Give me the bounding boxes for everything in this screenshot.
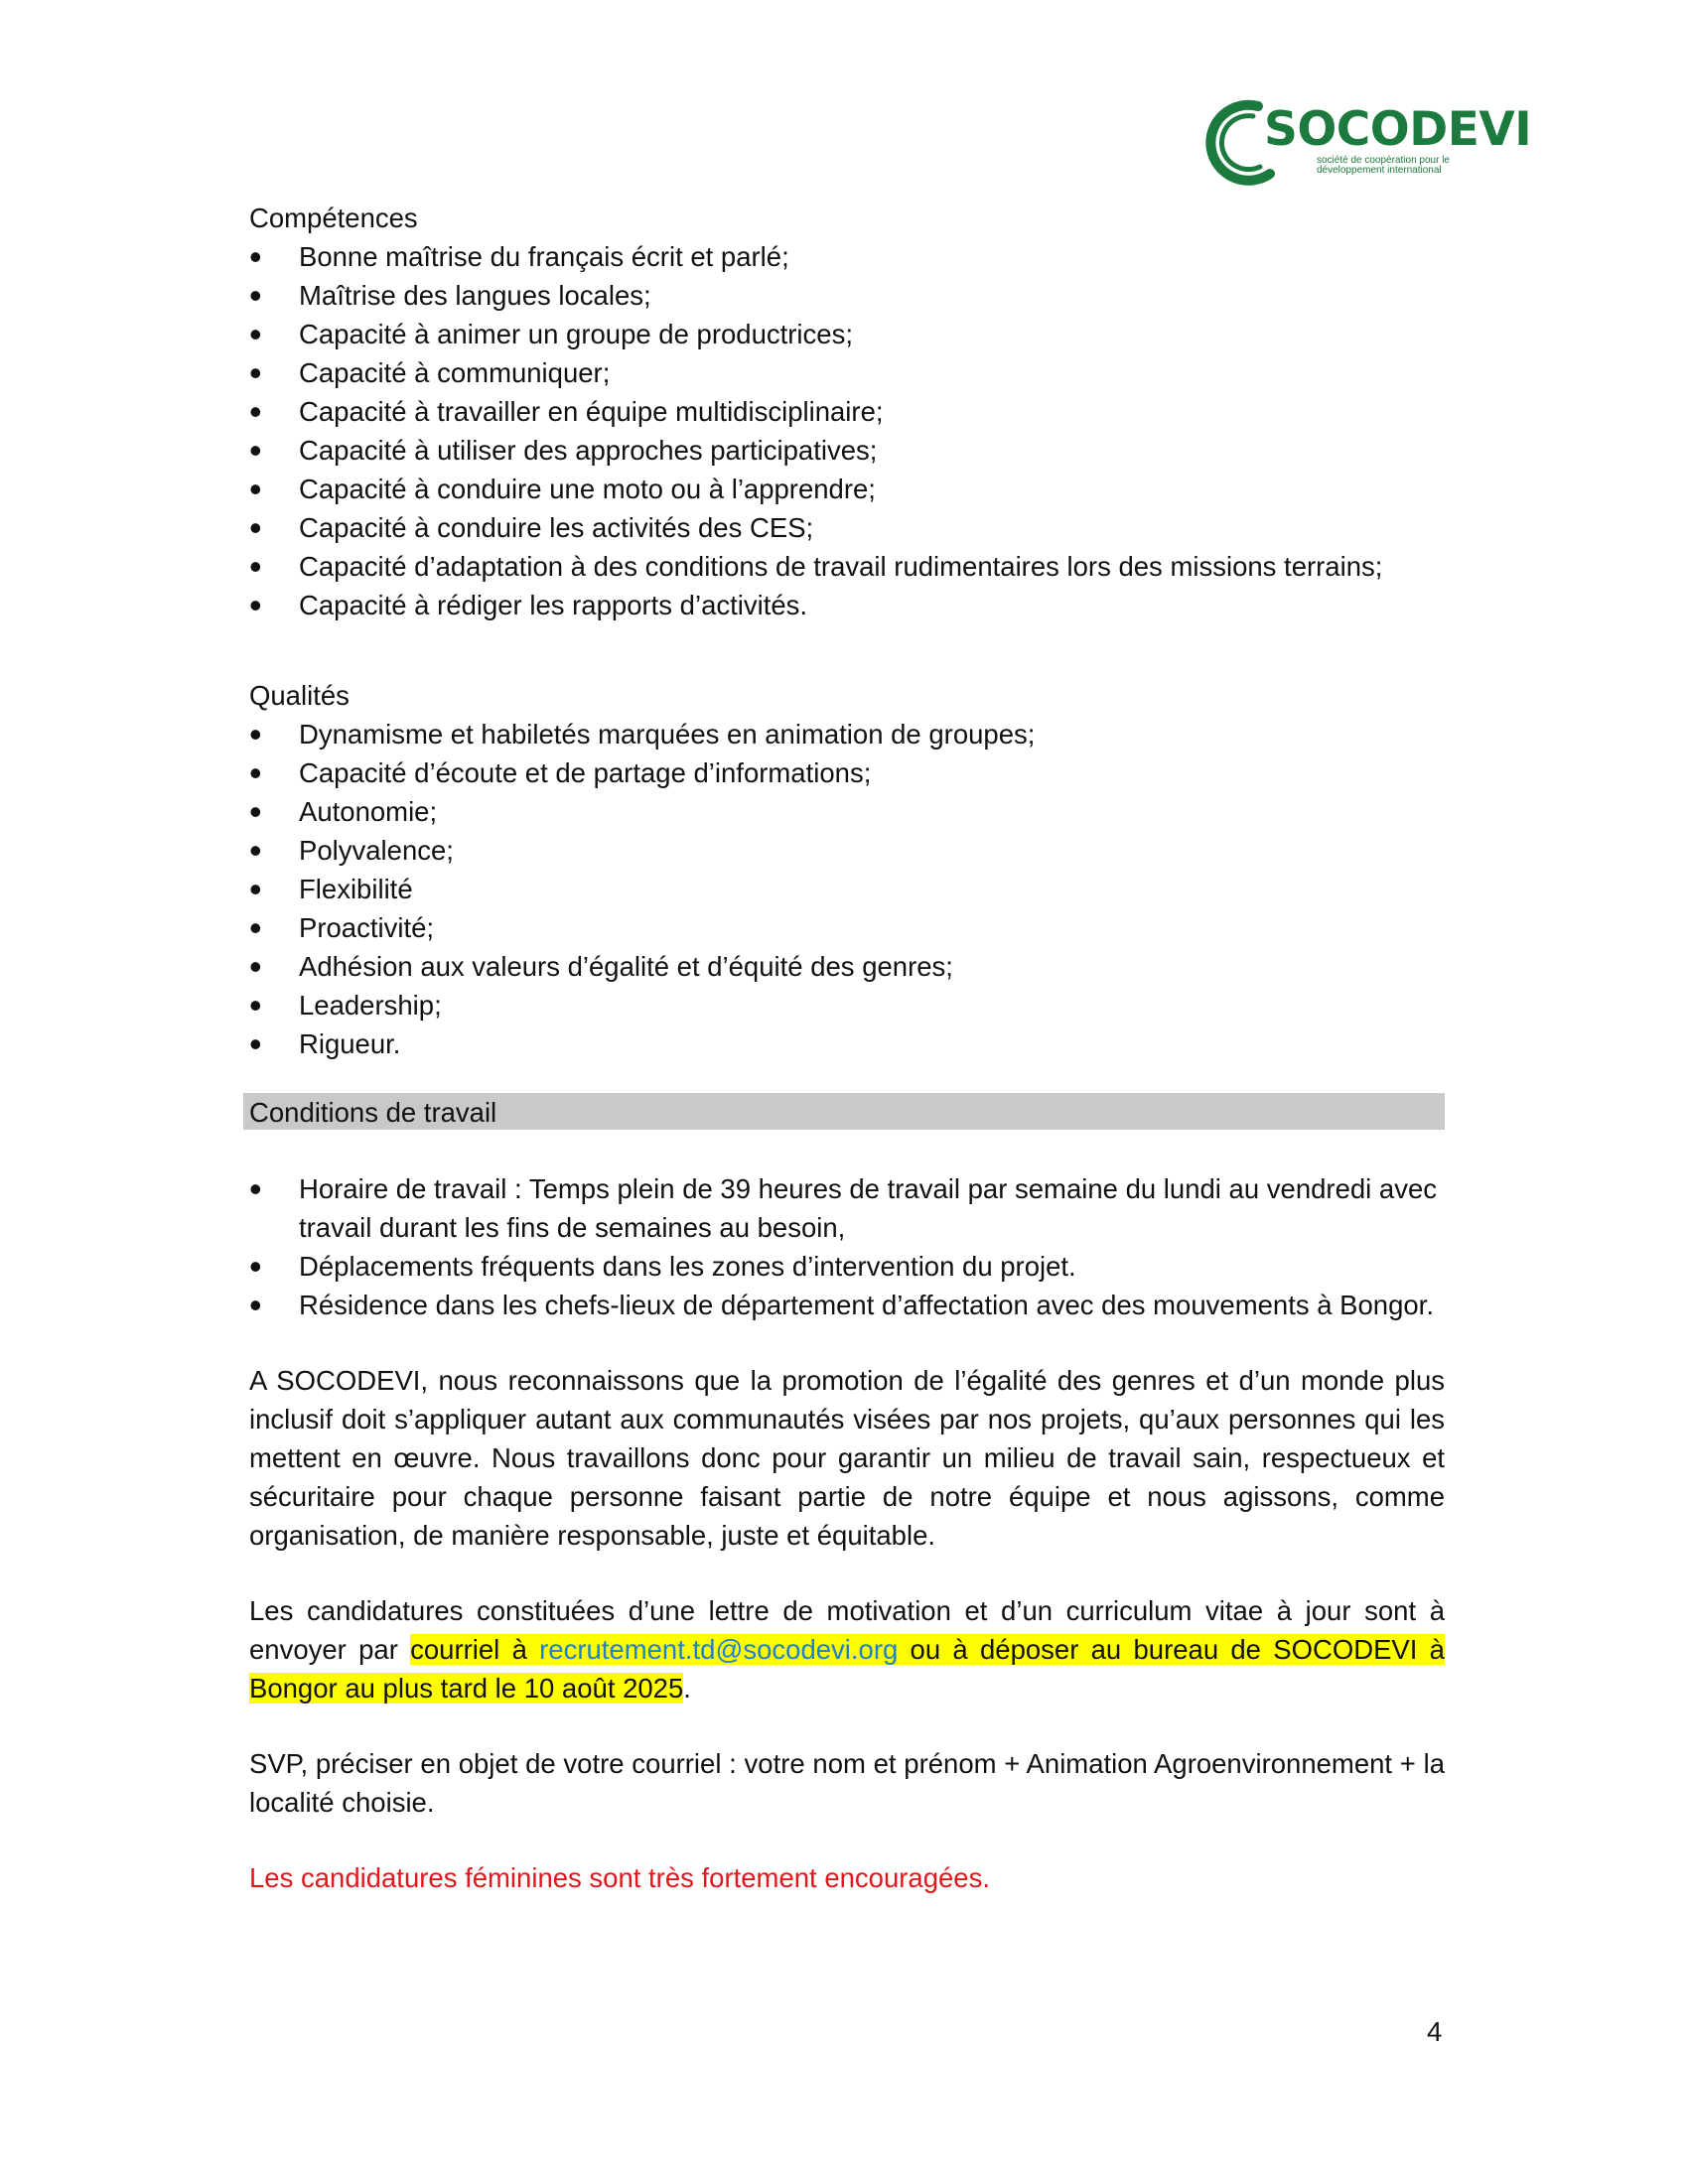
or-text: ou à déposer au <box>898 1634 1134 1665</box>
email-label: courriel à <box>410 1634 540 1665</box>
list-item: • Leadership; <box>249 986 1445 1024</box>
list-item: • Adhésion aux valeurs d’égalité et d’équité des genres; <box>249 947 1445 986</box>
conditions-list <box>249 1169 1445 1324</box>
list-item: • Capacité à rédiger les rapports d’activités. <box>249 586 1445 624</box>
list-item: • Rigueur. <box>249 1024 1445 1063</box>
application-paragraph <box>249 1591 1445 1707</box>
email-highlight <box>249 1634 1445 1704</box>
qualites-list <box>249 715 1445 1063</box>
document-body <box>249 199 1445 1897</box>
socodevi-logo <box>1196 94 1532 189</box>
list-item: • Horaire de travail : Temps plein de 39 heures de travail par semaine du lundi au vendredi avec travail durant les fins de semaines au besoin, <box>249 1169 1445 1247</box>
list-item: • Capacité d’écoute et de partage d’informations; <box>249 753 1445 792</box>
list-item: • Capacité à animer un groupe de productrices; <box>249 315 1445 353</box>
application-intro: Les candidatures constituées d’une lettre de motivation et d’un curriculum vitae à jour sont à envoyer par <box>249 1595 1445 1665</box>
list-item: • Capacité à utiliser des approches participatives; <box>249 431 1445 470</box>
list-item: • Autonomie; <box>249 792 1445 831</box>
list-item: • Bonne maîtrise du français écrit et parlé; <box>249 237 1445 276</box>
list-item: • Flexibilité <box>249 870 1445 908</box>
email-link[interactable]: recrutement.td@socodevi.org <box>539 1634 899 1665</box>
list-item: • Résidence dans les chefs-lieux de département d’affectation avec des mouvements à Bongor. <box>249 1286 1445 1324</box>
competences-heading: Compétences <box>249 203 418 233</box>
page-number: 4 <box>1427 2016 1443 2047</box>
competences-list <box>249 237 1445 624</box>
encouragement-note: Les candidatures féminines sont très fortement encouragées. <box>249 1862 990 1893</box>
list-item: • Maîtrise des langues locales; <box>249 276 1445 315</box>
conditions-heading: Conditions de travail <box>243 1093 1445 1130</box>
subject-instruction: SVP, préciser en objet de votre courriel : votre nom et prénom + Animation Agroenvironnement + la localité choisie. <box>249 1748 1445 1818</box>
list-item: • Capacité d’adaptation à des conditions de travail rudimentaires lors des missions terrains; <box>249 547 1445 586</box>
list-item: • Proactivité; <box>249 908 1445 947</box>
list-item: • Dynamisme et habiletés marquées en animation de groupes; <box>249 715 1445 753</box>
list-item: • Capacité à conduire une moto ou à l’apprendre; <box>249 470 1445 508</box>
qualites-heading: Qualités <box>249 680 350 711</box>
list-item: • Déplacements fréquents dans les zones d’intervention du projet. <box>249 1247 1445 1286</box>
list-item: • Capacité à travailler en équipe multidisciplinaire; <box>249 392 1445 431</box>
equality-paragraph: A SOCODEVI, nous reconnaissons que la promotion de l’égalité des genres et d’un monde plus inclusif doit s’appliquer autant aux communautés visées par nos projets, qu’aux personnes qui les mettent en œuvre. Nous travaillons donc pour garantir un milieu de travail sain, respectueux et sécuritaire pour chaque personne faisant partie de notre équipe et nous agissons, comme organisation, de manière responsable, juste et équitable. <box>249 1365 1445 1551</box>
logo-wordmark: SOCODEVI <box>1264 102 1532 157</box>
list-item: • Capacité à conduire les activités des CES; <box>249 508 1445 547</box>
office-deadline: bureau de SOCODEVI à Bongor au plus tard le 10 août 2025 <box>249 1634 1445 1704</box>
application-end: . <box>683 1673 691 1704</box>
logo-tagline: société de coopération pour le développement international <box>1317 155 1450 176</box>
list-item: • Capacité à communiquer; <box>249 353 1445 392</box>
list-item: • Polyvalence; <box>249 831 1445 870</box>
